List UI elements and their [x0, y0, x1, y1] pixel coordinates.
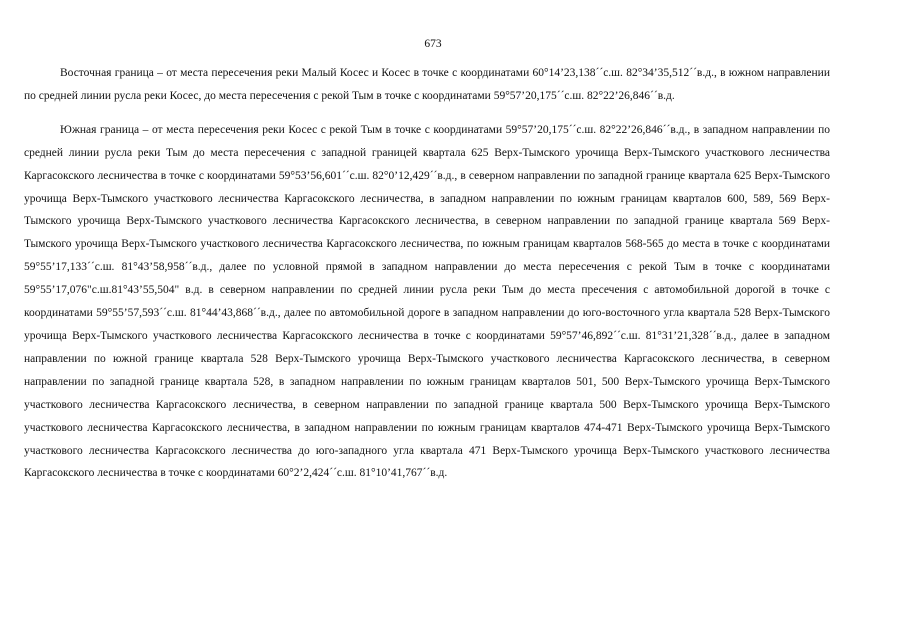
document-page [24, 36, 830, 485]
paragraph-eastern-border: Восточная граница – от места пересечения реки Малый Косес и Косес в точке с координатами 60°14’23,138´´с.ш. 82°34’35,512´´в.д., в южном направлении по средней линии русла реки Косес, до места пересечения с рекой Тым в точке с координатами 59°57’20,175´´с.ш. 82°22’26,846´´в.д. [24, 67, 830, 102]
page-number: 673 [424, 38, 442, 50]
paragraph-southern-border: Южная граница – от места пересечения реки Косес с рекой Тым в точке с координатами 59°57’20,175´´с.ш. 82°22’26,846´´в.д., в западном направлении по средней линии русла реки Тым до места пересечения с западной границей квартала 625 Верх-Тымского урочища Верх-Тымского участкового лесничества Каргасокского лесничества в точке с координатами 59°53’56,601´´с.ш. 82°0’12,429´´в.д., в северном направлении по западной границе квартала 625 Верх-Тымского урочища Верх-Тымского участкового лесничества Каргасокского лесничества, в западном направлении по южным границам кварталов 600, 589, 569 Верх-Тымского урочища Верх-Тымского участкового лесничества Каргасокского лесничества, в северном направлении по западной границе квартала 569 Верх-Тымского урочища Верх-Тымского участкового лесничества Каргасокского лесничества, по южным границам кварталов 568-565 до места в точке с координатами 59°55’17,133´´с.ш. 81°43’58,958´´в.д., далее по условной прямой в западном направлении до места пересечения с рекой Тым в точке с координатами 59°55’17,076"с.ш.81°43’55,504" в.д. в северном направлении по средней линии русла реки Тым до места пресечения с автомобильной дорогой в точке с координатами 59°55’57,593´´с.ш. 81°44’43,868´´в.д., далее по автомобильной дороге в западном направлении до юго-восточного угла квартала 528 Верх-Тымского урочища Верх-Тымского участкового лесничества Каргасокского лесничества в точке с координатами 59°57’46,892´´с.ш. 81°31’21,328´´в.д., далее в западном направлении по южной границе квартала 528 Верх-Тымского урочища Верх-Тымского участкового лесничества Каргасокского лесничества, в северном направлении по западной границе квартала 528, в западном направлении по южным границам кварталов 501, 500 Верх-Тымского урочища Верх-Тымского участкового лесничества Каргасокского лесничества, в северном направлении по западной границе квартала 500 Верх-Тымского урочища Верх-Тымского участкового лесничества Каргасокского лесничества, в западном направлении по южным границам кварталов 474-471 Верх-Тымского урочища Верх-Тымского участкового лесничества Каргасокского лесничества до юго-западного угла квартала 471 Верх-Тымского урочища Верх-Тымского участкового лесничества Каргасокского лесничества в точке с координатами 60°2’2,424´´с.ш. 81°10’41,767´´в.д. [24, 123, 830, 480]
